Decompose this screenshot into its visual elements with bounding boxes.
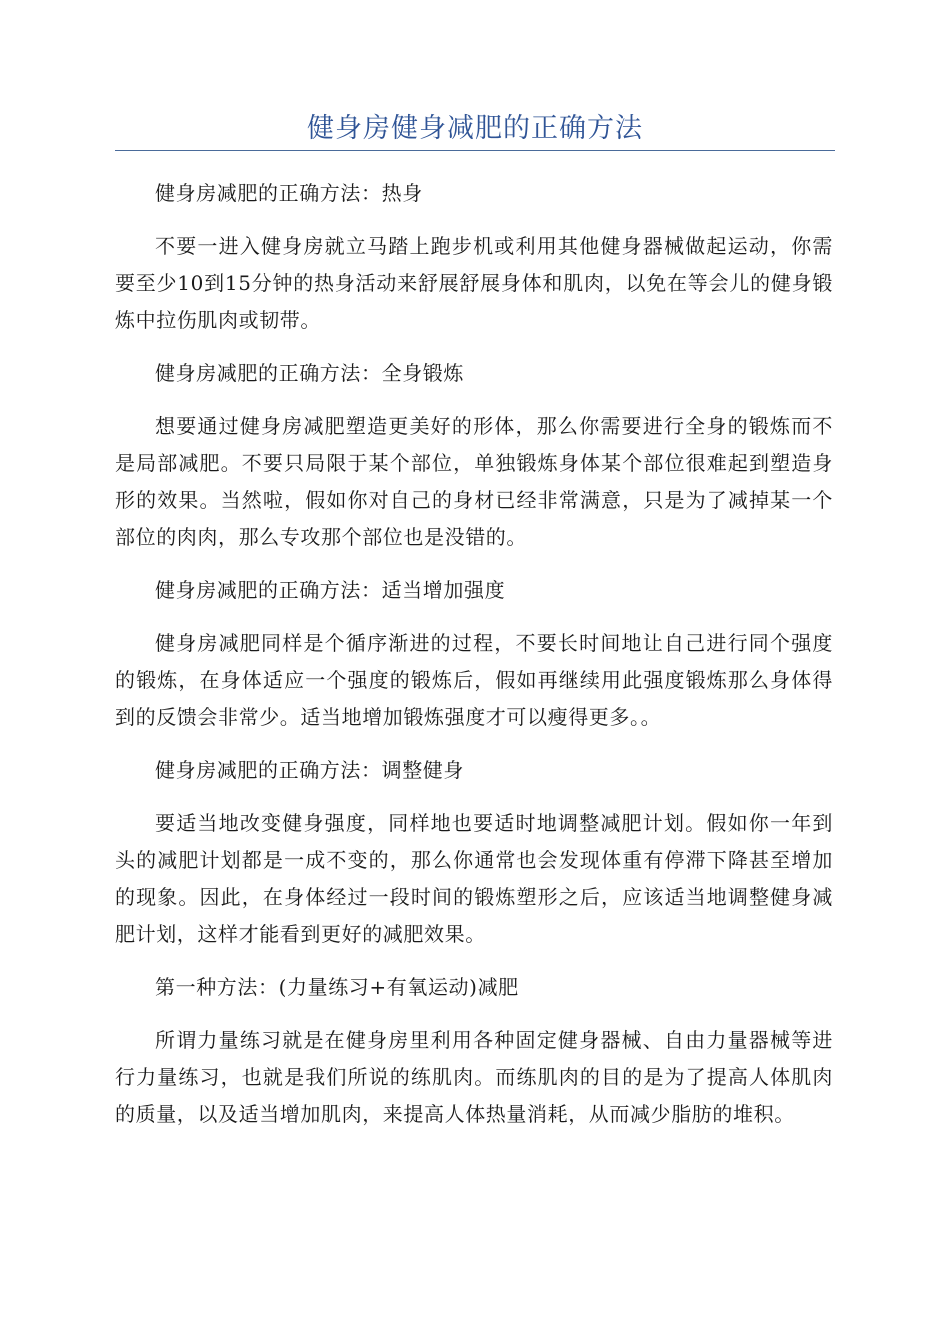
- paragraph-adjust: 要适当地改变健身强度，同样地也要适时地调整减肥计划。假如你一年到头的减肥计划都是一成不变的，那么你通常也会发现体重有停滞下降甚至增加的现象。因此，在身体经过一段时间的锻炼塑形之后，应该适当地调整健身减肥计划，这样才能看到更好的减肥效果。: [115, 811, 833, 946]
- paragraph-intensity: 健身房减肥同样是个循序渐进的过程，不要长时间地让自己进行同个强度的锻炼，在身体适应一个强度的锻炼后，假如再继续用此强度锻炼那么身体得到的反馈会非常少。适当地增加锻炼强度才可以瘦得更多。。: [115, 631, 833, 729]
- paragraph-full-body: 想要通过健身房减肥塑造更美好的形体，那么你需要进行全身的锻炼而不是局部减肥。不要只局限于某个部位，单独锻炼身体某个部位很难起到塑造身形的效果。当然啦，假如你对自己的身材已经非常满意，只是为了减掉某一个部位的肉肉，那么专攻那个部位也是没错的。: [115, 414, 833, 549]
- paragraph-warmup: 不要一进入健身房就立马踏上跑步机或利用其他健身器械做起运动，你需要至少10到15分钟的热身活动来舒展舒展身体和肌肉，以免在等会儿的健身锻炼中拉伤肌肉或韧带。: [115, 234, 833, 332]
- title-block: [115, 112, 835, 151]
- section-heading-warmup: 健身房减肥的正确方法：热身: [155, 181, 423, 205]
- page-title: 健身房健身减肥的正确方法: [307, 113, 643, 144]
- section-heading-method-one: 第一种方法：(力量练习+有氧运动)减肥: [155, 975, 519, 999]
- section-heading-adjust: 健身房减肥的正确方法：调整健身: [155, 758, 464, 782]
- paragraph-method-one: 所谓力量练习就是在健身房里利用各种固定健身器械、自由力量器械等进行力量练习，也就是我们所说的练肌肉。而练肌肉的目的是为了提高人体肌肉的质量，以及适当增加肌肉，来提高人体热量消耗，从而减少脂肪的堆积。: [115, 1028, 833, 1126]
- article-body: [115, 175, 833, 1149]
- section-heading-intensity: 健身房减肥的正确方法：适当增加强度: [155, 578, 506, 602]
- section-heading-full-body: 健身房减肥的正确方法：全身锻炼: [155, 361, 464, 385]
